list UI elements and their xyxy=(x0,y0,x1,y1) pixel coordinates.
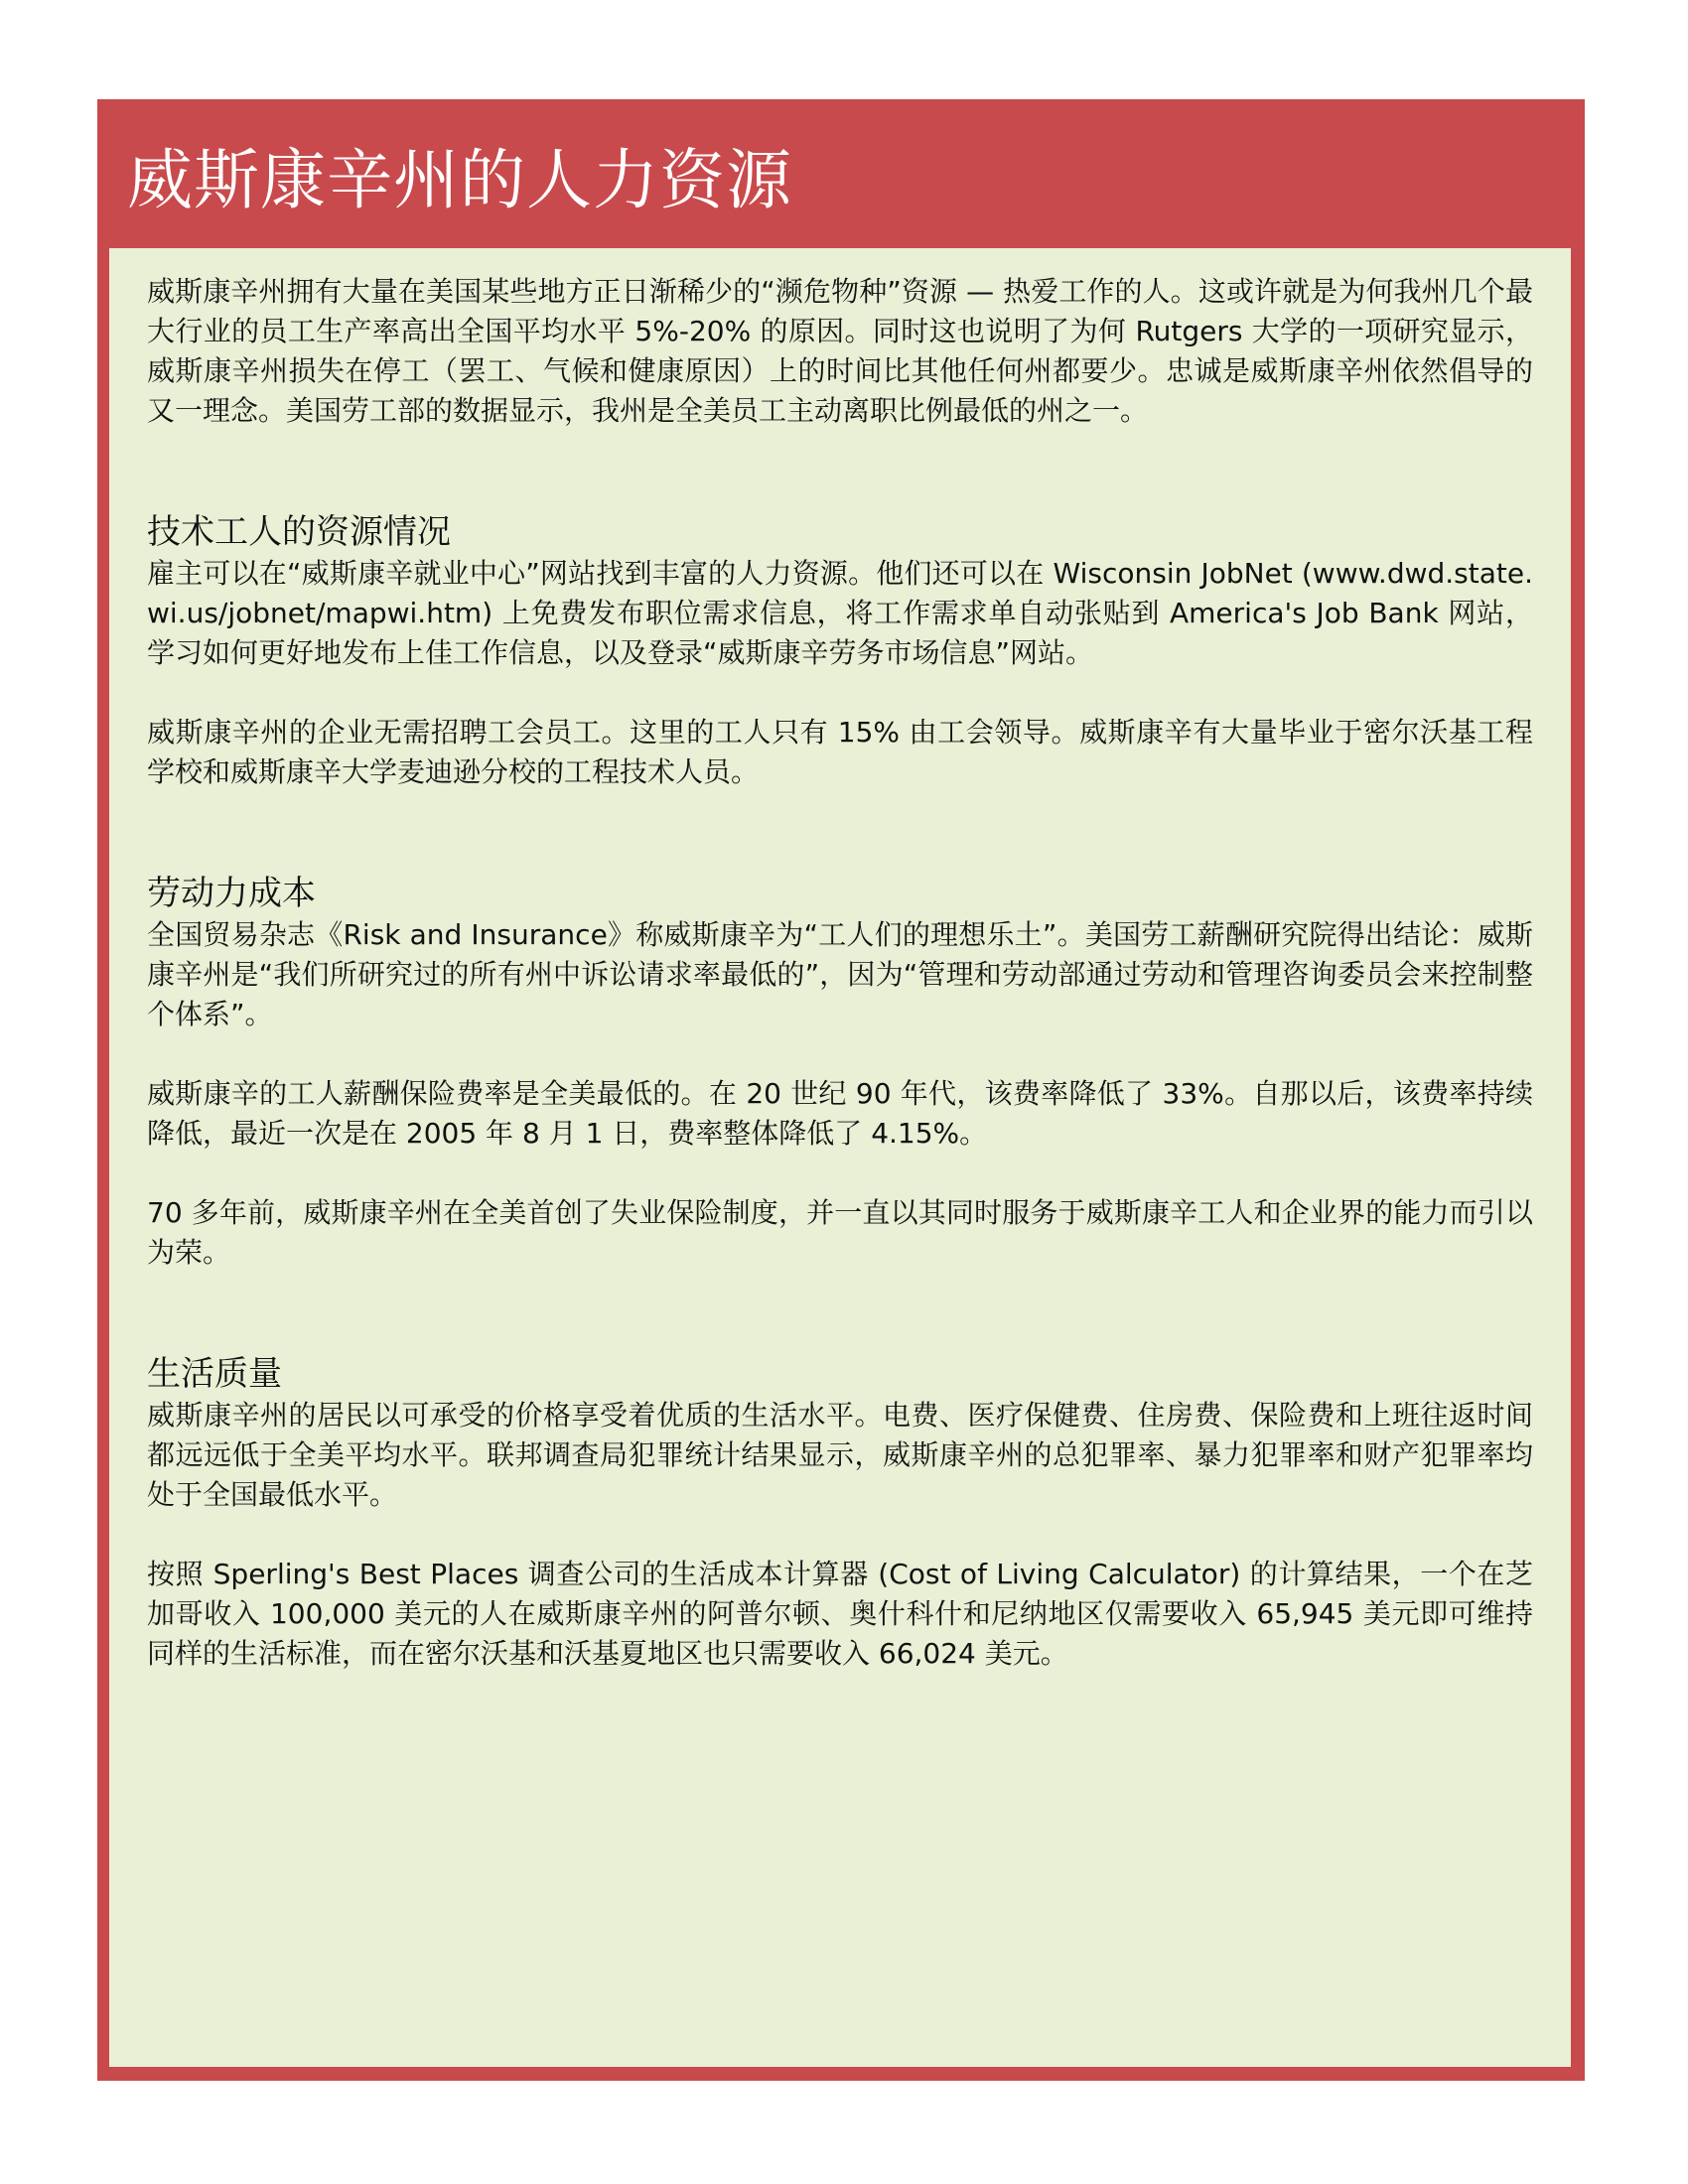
content-panel xyxy=(109,248,1571,2067)
section-paragraph: 威斯康辛州的居民以可承受的价格享受着优质的生活水平。电费、医疗保健费、住房费、保险费和上班往返时间都远远低于全美平均水平。联邦调查局犯罪统计结果显示，威斯康辛州的总犯罪率、暴力犯罪率和财产犯罪率均处于全国最低水平。 xyxy=(147,1399,1533,1511)
section-heading-quality-of-life: 生活质量 xyxy=(147,1354,282,1394)
section-paragraph: 雇主可以在“威斯康辛就业中心”网站找到丰富的人力资源。他们还可以在 Wisconsin JobNet (www.dwd.state.wi.us/jobnet/mapwi.htm) 上免费发布职位需求信息，将工作需求单自动张贴到 America's Job Bank 网站，学习如何更好地发布上佳工作信息，以及登录“威斯康辛劳务市场信息”网站。 xyxy=(147,557,1533,669)
section-heading-skilled-workers: 技术工人的资源情况 xyxy=(147,512,451,552)
section-paragraph: 70 多年前，威斯康辛州在全美首创了失业保险制度，并一直以其同时服务于威斯康辛工人和企业界的能力而引以为荣。 xyxy=(147,1196,1533,1269)
section-paragraph: 全国贸易杂志《Risk and Insurance》称威斯康辛为“工人们的理想乐土”。美国劳工薪酬研究院得出结论：威斯康辛州是“我们所研究过的所有州中诉讼请求率最低的”，因为“管理和劳动部通过劳动和管理咨询委员会来控制整个体系”。 xyxy=(147,918,1533,1030)
page-frame xyxy=(97,99,1585,2081)
section-paragraph: 威斯康辛的工人薪酬保险费率是全美最低的。在 20 世纪 90 年代，该费率降低了 33%。自那以后，该费率持续降低，最近一次是在 2005 年 8 月 1 日，费率整体降低了 4.15%。 xyxy=(147,1077,1533,1150)
section-paragraph: 威斯康辛州的企业无需招聘工会员工。这里的工人只有 15% 由工会领导。威斯康辛有大量毕业于密尔沃基工程学校和威斯康辛大学麦迪逊分校的工程技术人员。 xyxy=(147,716,1533,788)
section-paragraph: 按照 Sperling's Best Places 调查公司的生活成本计算器 (Cost of Living Calculator) 的计算结果，一个在芝加哥收入 100,000 美元的人在威斯康辛州的阿普尔顿、奥什科什和尼纳地区仅需要收入 65,945 美元即可维持同样的生活标准，而在密尔沃基和沃基夏地区也只需要收入 66,024 美元。 xyxy=(147,1558,1533,1670)
page-title: 威斯康辛州的人力资源 xyxy=(127,141,792,218)
intro-paragraph: 威斯康辛州拥有大量在美国某些地方正日渐稀少的“濒危物种”资源 — 热爱工作的人。这或许就是为何我州几个最大行业的员工生产率高出全国平均水平 5%-20% 的原因。同时这也说明了为何 Rutgers 大学的一项研究显示，威斯康辛州损失在停工（罢工、气候和健康原因）上的时间比其他任何州都要少。忠诚是威斯康辛州依然倡导的又一理念。美国劳工部的数据显示，我州是全美员工主动离职比例最低的州之一。 xyxy=(147,275,1533,427)
section-heading-labor-cost: 劳动力成本 xyxy=(147,874,316,913)
title-bar xyxy=(97,99,1585,248)
